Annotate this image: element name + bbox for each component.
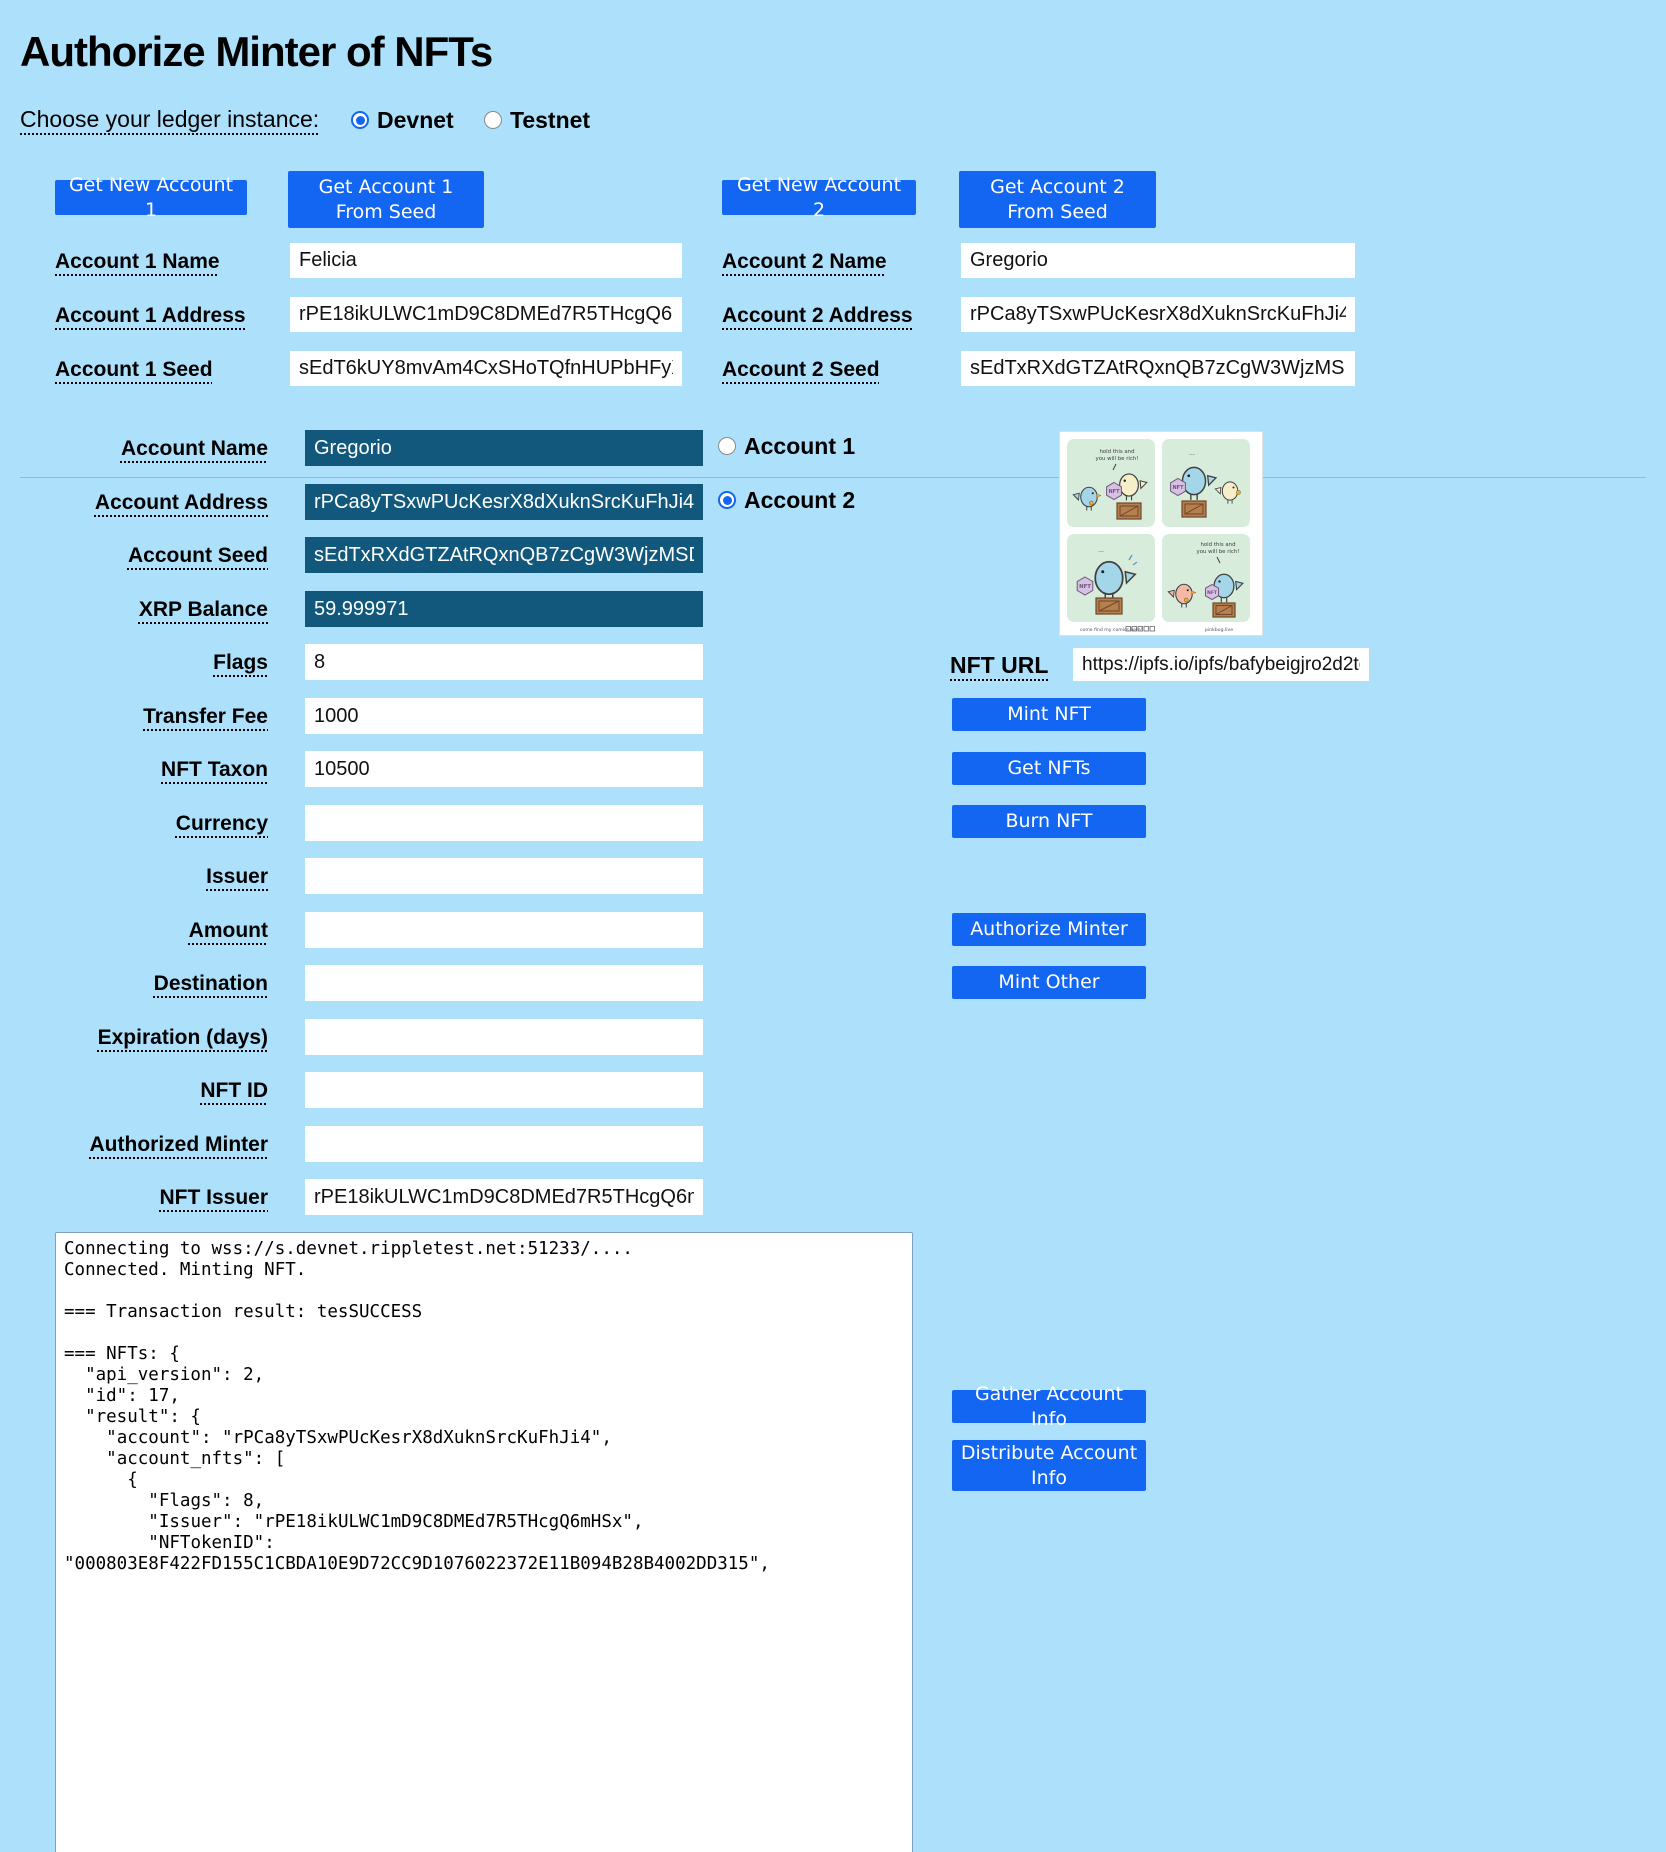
account1-address-input[interactable] [290, 297, 682, 332]
transfer-fee-label: Transfer Fee [143, 705, 268, 728]
account1-radio-icon[interactable] [718, 437, 736, 455]
nft-issuer-label: NFT Issuer [159, 1186, 268, 1209]
account1-address-label: Account 1 Address [55, 304, 246, 327]
authorized-minter-input[interactable] [305, 1126, 703, 1162]
expiration-days-input[interactable] [305, 1019, 703, 1055]
destination-input[interactable] [305, 965, 703, 1001]
account-name-label: Account Name [120, 437, 268, 460]
account1-seed-label: Account 1 Seed [55, 358, 213, 381]
account1-seed-input[interactable] [290, 351, 682, 386]
account2-radio-icon[interactable] [718, 491, 736, 509]
flags-label: Flags [213, 651, 268, 674]
nft-hexagon-label: NFT [1172, 485, 1184, 491]
nft-hexagon-label: NFT [1207, 591, 1217, 596]
account1-name-input[interactable] [290, 243, 682, 278]
nft-url-input[interactable] [1073, 648, 1369, 681]
account-address-label: Account Address [94, 491, 268, 514]
comic-caption-right: pinkbug.live [1205, 628, 1234, 633]
devnet-radio-label[interactable]: Devnet [377, 107, 454, 133]
nft-hexagon-label: NFT [1108, 489, 1120, 495]
page-title: Authorize Minter of NFTs [20, 28, 493, 75]
nft-hexagon-label: NFT [1079, 584, 1091, 590]
testnet-radio-icon[interactable] [484, 111, 502, 129]
account2-radio-label[interactable]: Account 2 [744, 487, 856, 513]
account2-name-input[interactable] [961, 243, 1355, 278]
ellipsis-text: ... [1098, 547, 1104, 554]
account2-address-input[interactable] [961, 297, 1355, 332]
flags-input[interactable] [305, 644, 703, 680]
xrp-balance-label: XRP Balance [138, 598, 268, 621]
get-new-account2-button[interactable]: Get New Account 2 [722, 180, 916, 215]
currency-input[interactable] [305, 805, 703, 841]
account1-radio-label[interactable]: Account 1 [744, 433, 856, 459]
speech-text: you will be rich! [1095, 456, 1139, 462]
account2-seed-input[interactable] [961, 351, 1355, 386]
speech-text: you will be rich! [1196, 549, 1240, 555]
speech-text: hold this and [1099, 449, 1135, 455]
nft-taxon-input[interactable] [305, 751, 703, 787]
destination-label: Destination [153, 972, 268, 995]
comic-caption-left: come find my comics here! [1080, 628, 1143, 633]
mint-nft-button[interactable]: Mint NFT [952, 698, 1146, 731]
testnet-radio-label[interactable]: Testnet [510, 107, 591, 133]
account1-name-label: Account 1 Name [55, 250, 220, 273]
distribute-account-info-button[interactable]: Distribute Account Info [952, 1440, 1146, 1491]
account-name-field[interactable] [305, 430, 703, 466]
ledger-instance-label: Choose your ledger instance: [20, 106, 320, 132]
xrp-balance-field[interactable] [305, 591, 703, 627]
nft-url-label: NFT URL [950, 652, 1049, 678]
results-log-textarea[interactable] [55, 1232, 913, 1852]
devnet-radio-icon[interactable] [351, 111, 369, 129]
speech-text: hold this and [1200, 542, 1236, 548]
nft-id-label: NFT ID [200, 1079, 268, 1102]
get-new-account1-button[interactable]: Get New Account 1 [55, 180, 247, 215]
account2-address-label: Account 2 Address [722, 304, 913, 327]
issuer-input[interactable] [305, 858, 703, 894]
currency-label: Currency [175, 812, 268, 835]
authorized-minter-label: Authorized Minter [89, 1133, 268, 1156]
burn-nft-button[interactable]: Burn NFT [952, 805, 1146, 838]
get-account1-from-seed-button[interactable]: Get Account 1 From Seed [288, 171, 484, 228]
amount-input[interactable] [305, 912, 703, 948]
gather-account-info-button[interactable]: Gather Account Info [952, 1390, 1146, 1423]
ellipsis-text: ... [1189, 450, 1195, 457]
nft-id-input[interactable] [305, 1072, 703, 1108]
amount-label: Amount [188, 919, 268, 942]
nft-comic-svg [1060, 432, 1262, 635]
get-nfts-button[interactable]: Get NFTs [952, 752, 1146, 785]
authorize-minter-button[interactable]: Authorize Minter [952, 913, 1146, 946]
nft-issuer-input[interactable] [305, 1179, 703, 1215]
account2-seed-label: Account 2 Seed [722, 358, 880, 381]
account2-name-label: Account 2 Name [722, 250, 887, 273]
account-address-field[interactable] [305, 484, 703, 520]
mint-other-button[interactable]: Mint Other [952, 966, 1146, 999]
section-divider [20, 477, 1646, 478]
get-account2-from-seed-button[interactable]: Get Account 2 From Seed [959, 171, 1156, 228]
account-seed-label: Account Seed [127, 544, 268, 567]
expiration-days-label: Expiration (days) [97, 1026, 268, 1049]
nft-image [1060, 432, 1262, 635]
transfer-fee-input[interactable] [305, 698, 703, 734]
issuer-label: Issuer [206, 865, 268, 888]
nft-taxon-label: NFT Taxon [161, 758, 268, 781]
account-seed-field[interactable] [305, 537, 703, 573]
